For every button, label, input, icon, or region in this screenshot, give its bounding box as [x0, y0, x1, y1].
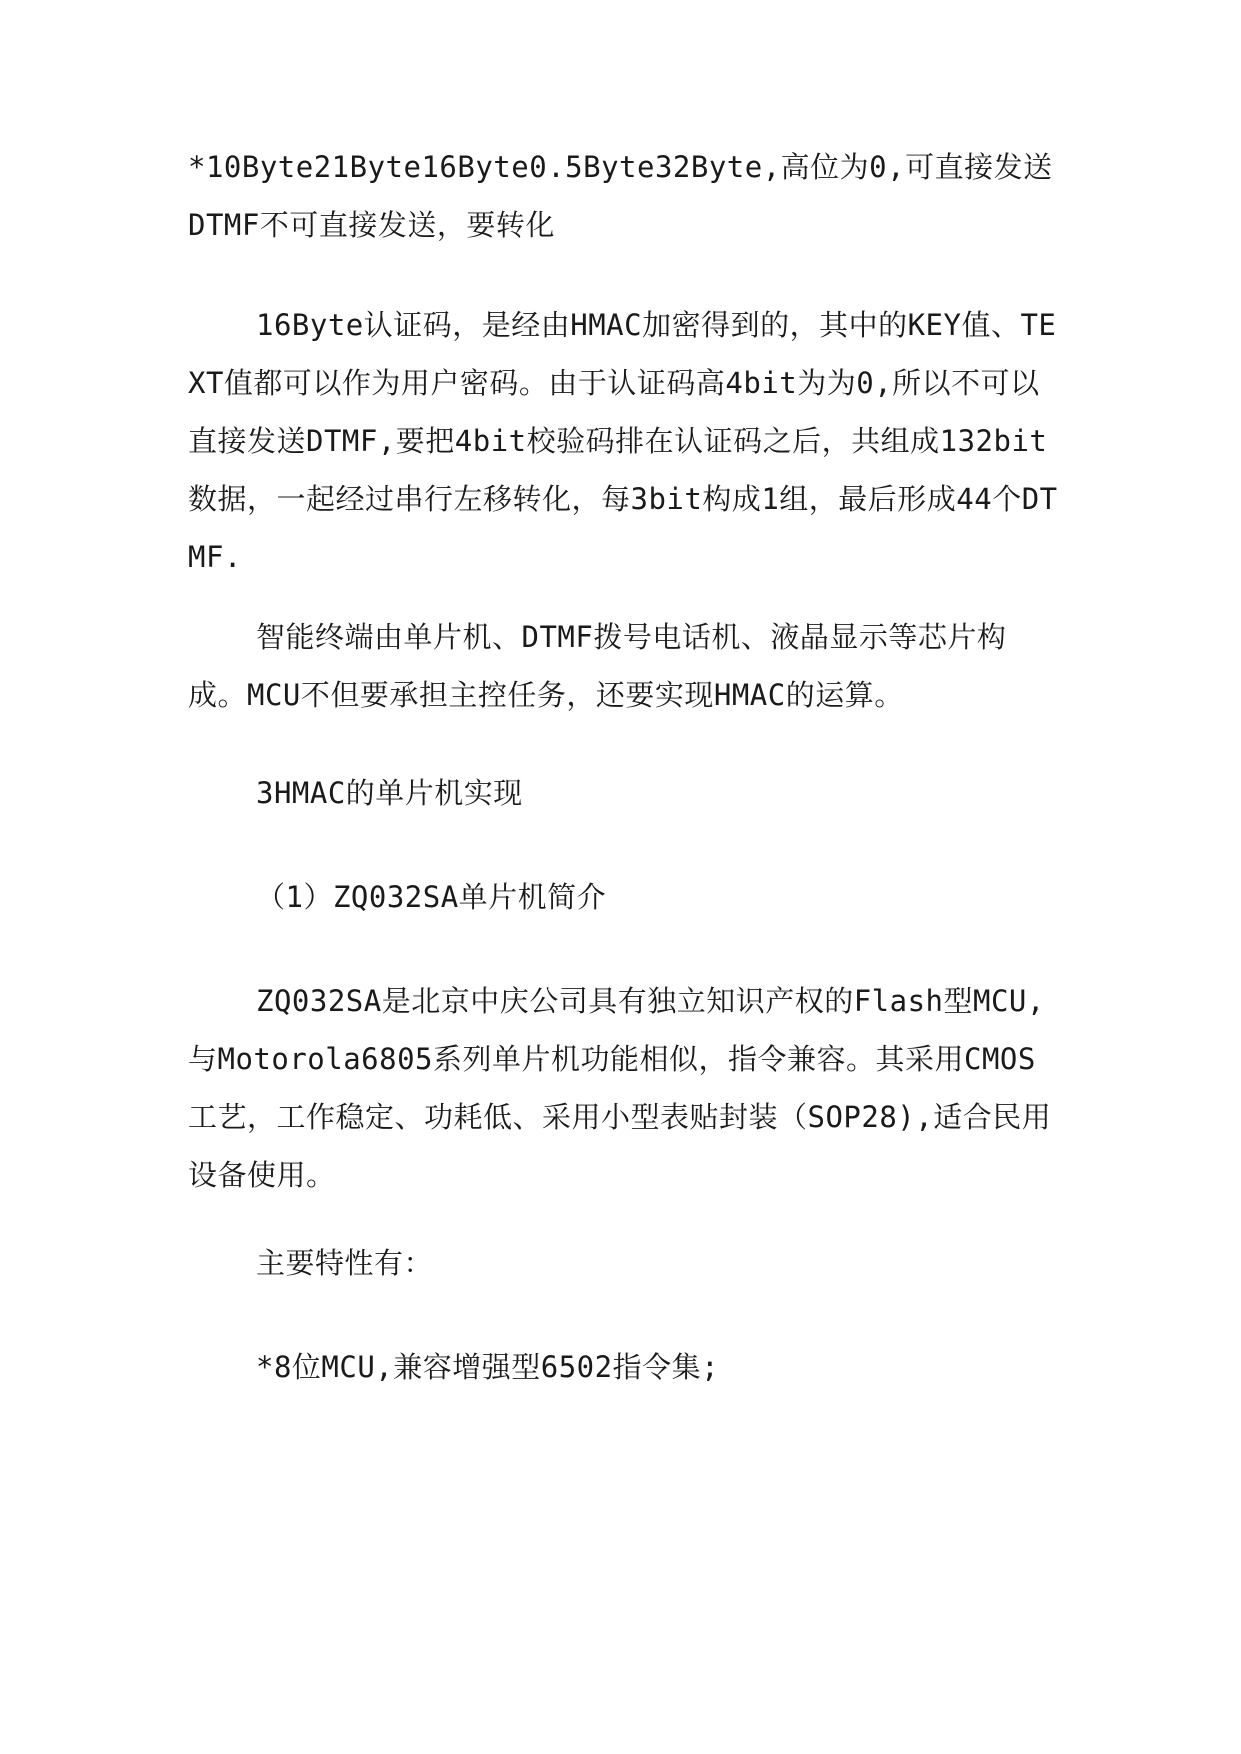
section-heading: 3HMAC的单片机实现 — [256, 776, 523, 810]
paragraph-1: *10Byte21Byte16Byte0.5Byte32Byte,高位为0,可直接发送DTMF不可直接发送，要转化 — [188, 150, 1053, 242]
paragraph-4: ZQ032SA是北京中庆公司具有独立知识产权的Flash型MCU,与Motorola6805系列单片机功能相似，指令兼容。其采用CMOS工艺，工作稳定、功耗低、采用小型表贴封装（SOP28),适合民用设备使用。 — [188, 984, 1052, 1192]
paragraph-6: *8位MCU,兼容增强型6502指令集; — [256, 1350, 720, 1384]
paragraph-3: 智能终端由单片机、DTMF拨号电话机、液晶显示等芯片构成。MCU不但要承担主控任务，还要实现HMAC的运算。 — [188, 620, 1007, 712]
paragraph-5: 主要特性有： — [256, 1246, 434, 1280]
paragraph-2: 16Byte认证码，是经由HMAC加密得到的，其中的KEY值、TEXT值都可以作为用户密码。由于认证码高4bit为为0,所以不可以直接发送DTMF,要把4bit校验码排在认证码之后，共组成132bit数据，一起经过串行左移转化，每3bit构成1组，最后形成44个DTMF. — [188, 308, 1058, 574]
subsection-heading: （1）ZQ032SA单片机简介 — [256, 880, 607, 914]
